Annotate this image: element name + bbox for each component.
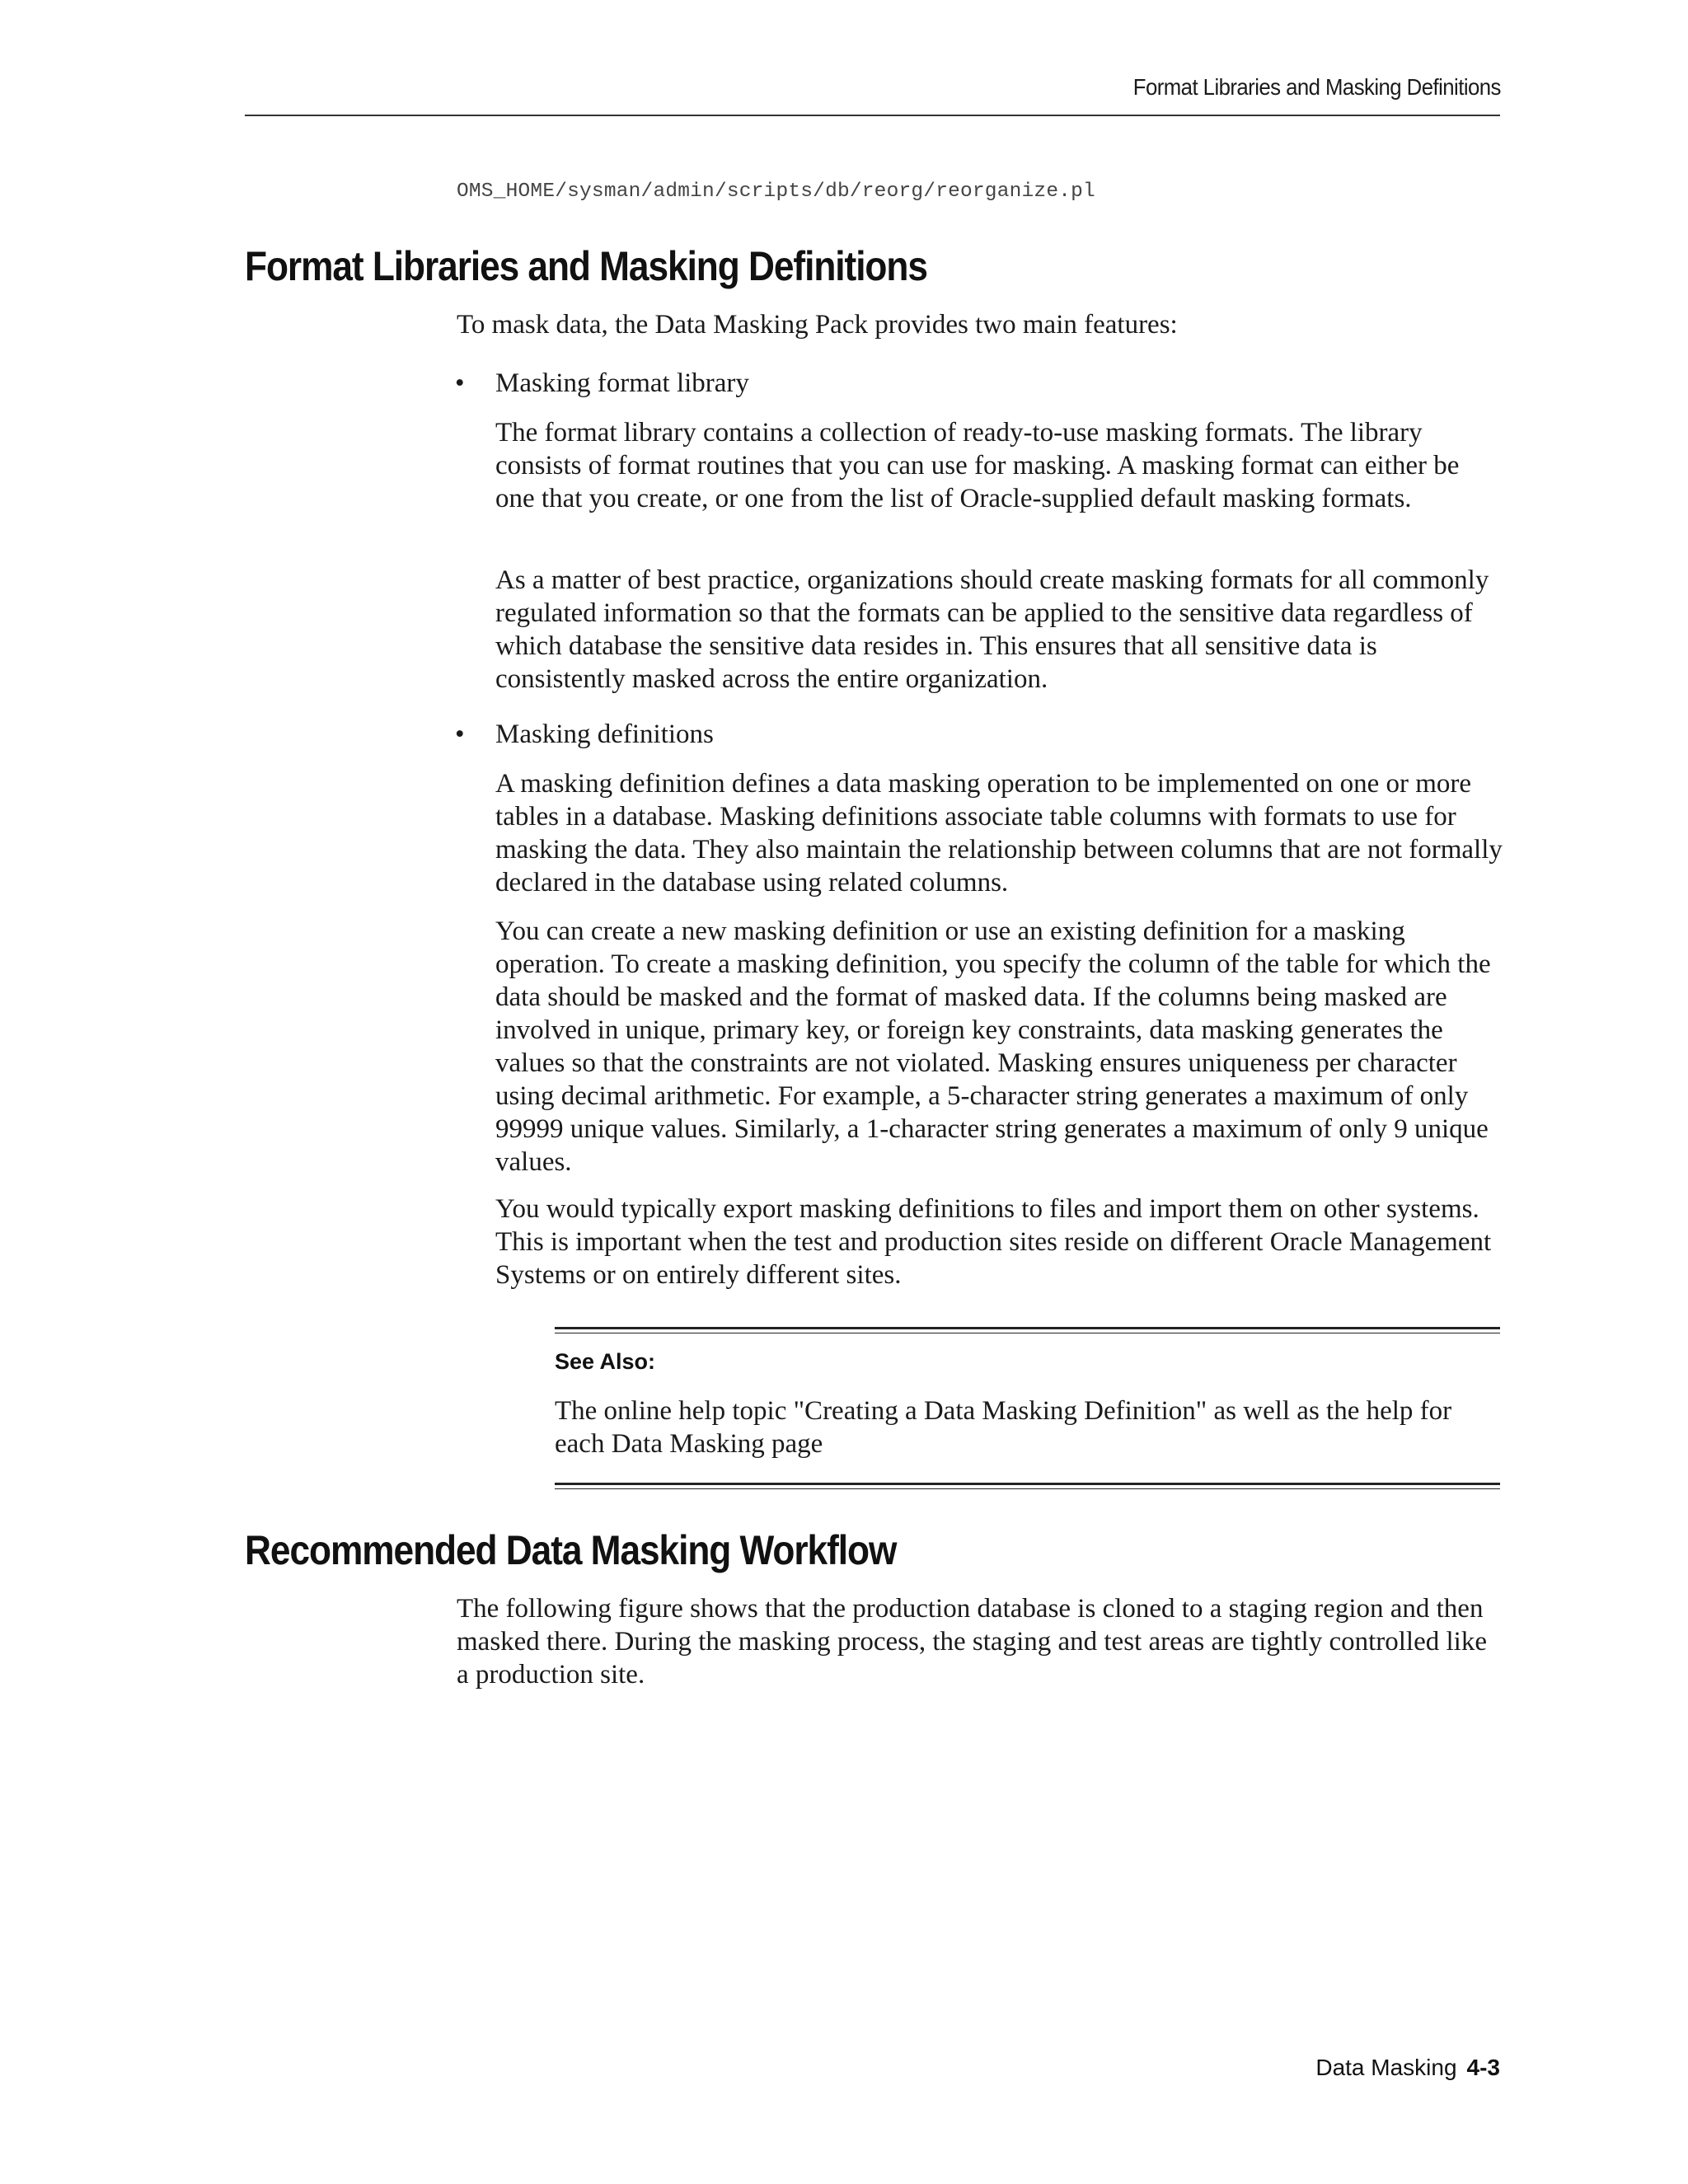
paragraph-masking-definition: A masking definition defines a data masking operation to be implemented on one or more tables in a database. Masking definitions associate table columns with formats to use for masking the data. They also maintain the relationship between columns that are not formally declared in the database using related columns. — [495, 769, 1503, 898]
paragraph-format-library: The format library contains a collection of ready-to-use masking formats. The library consists of format routines that you can use for masking. A masking format can either be one that you create, or one from the list of Oracle-supplied default masking formats. — [495, 418, 1460, 513]
see-also-top-rule — [555, 1327, 1500, 1333]
bullet-marker: • — [455, 719, 465, 749]
running-header-title: Format Libraries and Masking Definitions — [1132, 74, 1501, 100]
section-intro: To mask data, the Data Masking Pack provides two main features: — [457, 310, 1178, 340]
footer-chapter: Data Masking — [1315, 2055, 1457, 2080]
bullet-label-masking-definitions: Masking definitions — [495, 719, 714, 749]
paragraph-create-masking-definition: You can create a new masking definition or use an existing definition for a masking operation. To create a masking definition, you specify the column of the table for which the data should be masked and the format of masked data. If the columns being masked are involved in unique, primary key, or foreign key constraints, data masking generates the values so that the constraints are not violated. Masking ensures uniqueness per character using decimal arithmetic. For example, a 5-character string generates a maximum of only 99999 unique values. Similarly, a 1-character string generates a maximum of only 9 unique values. — [495, 916, 1491, 1177]
page-footer — [1315, 2054, 1500, 2082]
see-also-title: See Also: — [555, 1349, 656, 1374]
paragraph-export-masking-definitions: You would typically export masking definitions to files and import them on other systems. This is important when the test and production sites reside on different Oracle Management Systems or on entirely different sites. — [495, 1194, 1492, 1290]
footer-page-number: 4-3 — [1466, 2055, 1500, 2080]
section-intro: The following figure shows that the production database is cloned to a staging region and then masked there. During the masking process, the staging and test areas are tightly controlled like a production site. — [457, 1594, 1487, 1690]
bullet-label-masking-format-library: Masking format library — [495, 368, 749, 398]
see-also-text: The online help topic "Creating a Data Masking Definition" as well as the help for each Data Masking page — [555, 1396, 1452, 1459]
section-heading-format-libraries: Format Libraries and Masking Definitions — [245, 243, 927, 289]
see-also-bottom-rule — [555, 1483, 1500, 1489]
paragraph-best-practice: As a matter of best practice, organizations should create masking formats for all commonly regulated information so that the formats can be applied to the sensitive data regardless of which database the sensitive data resides in. This ensures that all sensitive data is consistently masked across the entire organization. — [495, 565, 1489, 694]
code-path: OMS_HOME/sysman/admin/scripts/db/reorg/reorganize.pl — [457, 180, 1095, 203]
bullet-marker: • — [455, 368, 465, 398]
section-heading-recommended-workflow: Recommended Data Masking Workflow — [245, 1527, 897, 1573]
header-rule — [245, 115, 1500, 116]
